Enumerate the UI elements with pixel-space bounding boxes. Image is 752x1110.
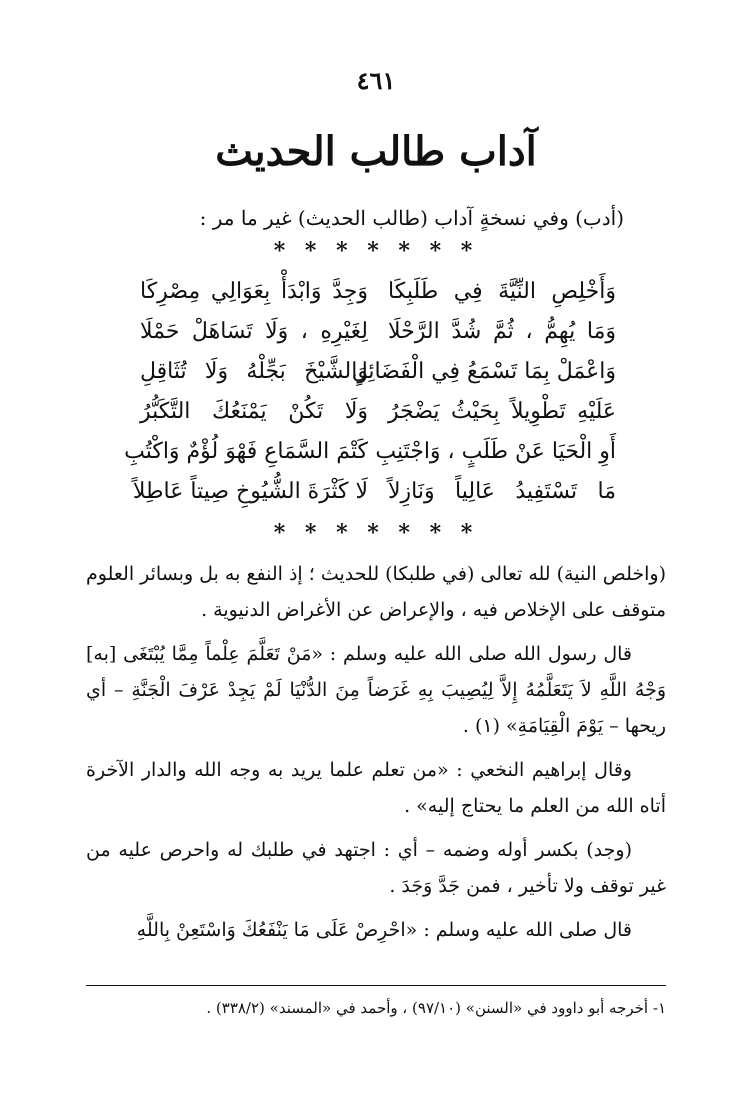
verse-second-hemistich: وَالشَّيْخَ بَجِّلْهُ وَلَا تُثَاقِلِ [140, 359, 368, 384]
stars-divider-top: * * * * * * * [273, 238, 479, 264]
poem-verse [132, 472, 616, 512]
footnote: ١- أخرجه أبو داوود في «السنن» (٩٧/١٠) ، وأحمد في «المسند» (٣٣٨/٢) . [206, 999, 666, 1017]
commentary-body [86, 556, 666, 956]
intro-line: (أدب) وفي نسخةٍ آداب (طالب الحديث) غير ما مر : [199, 206, 624, 230]
page-number: ٤٦١ [356, 66, 396, 95]
verse-first-hemistich: وَاعْمَلْ بِمَا تَسْمَعُ فِي الْفَضَائِلِ [351, 359, 616, 384]
verse-first-hemistich: مَا تَسْتَفِيدُ عَالِياً وَنَازِلاً [388, 479, 616, 504]
paragraph: قال رسول الله صلى الله عليه وسلم : «مَنْ تَعَلَّمَ عِلْماً مِمَّا يُبْتَغَى [به] وَجْهُ اللَّهِ لاَ يَتَعَلَّمُهُ إِلاَّ لِيُصِيبَ بِهِ غَرَضاً مِنَ الدُّنْيَا لَمْ يَجِدْ عَرْفَ الْجَنَّةِ – أي ريحها – يَوْمَ الْقِيَامَةِ» (١) . [86, 643, 666, 737]
poem [124, 272, 616, 512]
verse-first-hemistich: أَوِ الْحَيَا عَنْ طَلَبٍ ، وَاجْتَنِبِ [375, 439, 616, 464]
verse-first-hemistich: وَمَا يُهِمُّ ، ثُمَّ شُدَّ الرَّحْلَا [388, 319, 616, 344]
poem-verse [140, 272, 616, 312]
paragraph: وقال إبراهيم النخعي : «من تعلم علما يريد به وجه الله والدار الآخرة أتاه الله من العلم ما يحتاج إليه» . [86, 759, 666, 817]
paragraph: قال صلى الله عليه وسلم : «احْرِصْ عَلَى مَا يَنْفَعُكَ وَاسْتَعِنْ بِاللَّهِ [136, 919, 632, 941]
poem-verse [140, 312, 616, 352]
verse-first-hemistich: عَلَيْهِ تَطْوِيلاً بِحَيْثُ يَضْجَرُ [388, 399, 616, 424]
paragraph: (وجد) بكسر أوله وضمه – أي : اجتهد في طلبك له واحرص عليه من غير توقف ولا تأخير ، فمن جَدَّ وَجَدَ . [86, 839, 666, 897]
poem-verse [140, 352, 616, 392]
verse-first-hemistich: وَأَخْلِصِ النِّيَّةَ فِي طَلَبِكَا [388, 279, 616, 304]
footnote-divider [86, 985, 666, 986]
verse-second-hemistich: وَلَا تَكُنْ يَمْنَعُكَ التَّكَبُّرُ [140, 399, 368, 424]
verse-second-hemistich: لِغَيْرِهِ ، وَلَا تَسَاهَلْ حَمْلَا [140, 319, 368, 344]
paragraph: (واخلص النية) لله تعالى (في طلبكا) للحديث ؛ إذ النفع به بل وبسائر العلوم متوقف على الإخلاص فيه ، والإعراض عن الأغراض الدنيوية . [86, 563, 666, 621]
verse-second-hemistich: لَا كَثْرَةَ الشُّيُوخِ صِيتاً عَاطِلاً [132, 479, 368, 504]
stars-divider-bottom: * * * * * * * [273, 520, 479, 546]
verse-second-hemistich: وَجِدَّ وَابْدَأْ بِعَوَالِي مِصْرِكَا [140, 279, 368, 304]
poem-verse [124, 432, 616, 472]
chapter-title: آداب طالب الحديث [215, 128, 537, 175]
poem-verse [140, 392, 616, 432]
verse-second-hemistich: كَتْمَ السَّمَاعِ فَهْوَ لُؤْمٌ وَاكْتُبِ [124, 439, 368, 464]
